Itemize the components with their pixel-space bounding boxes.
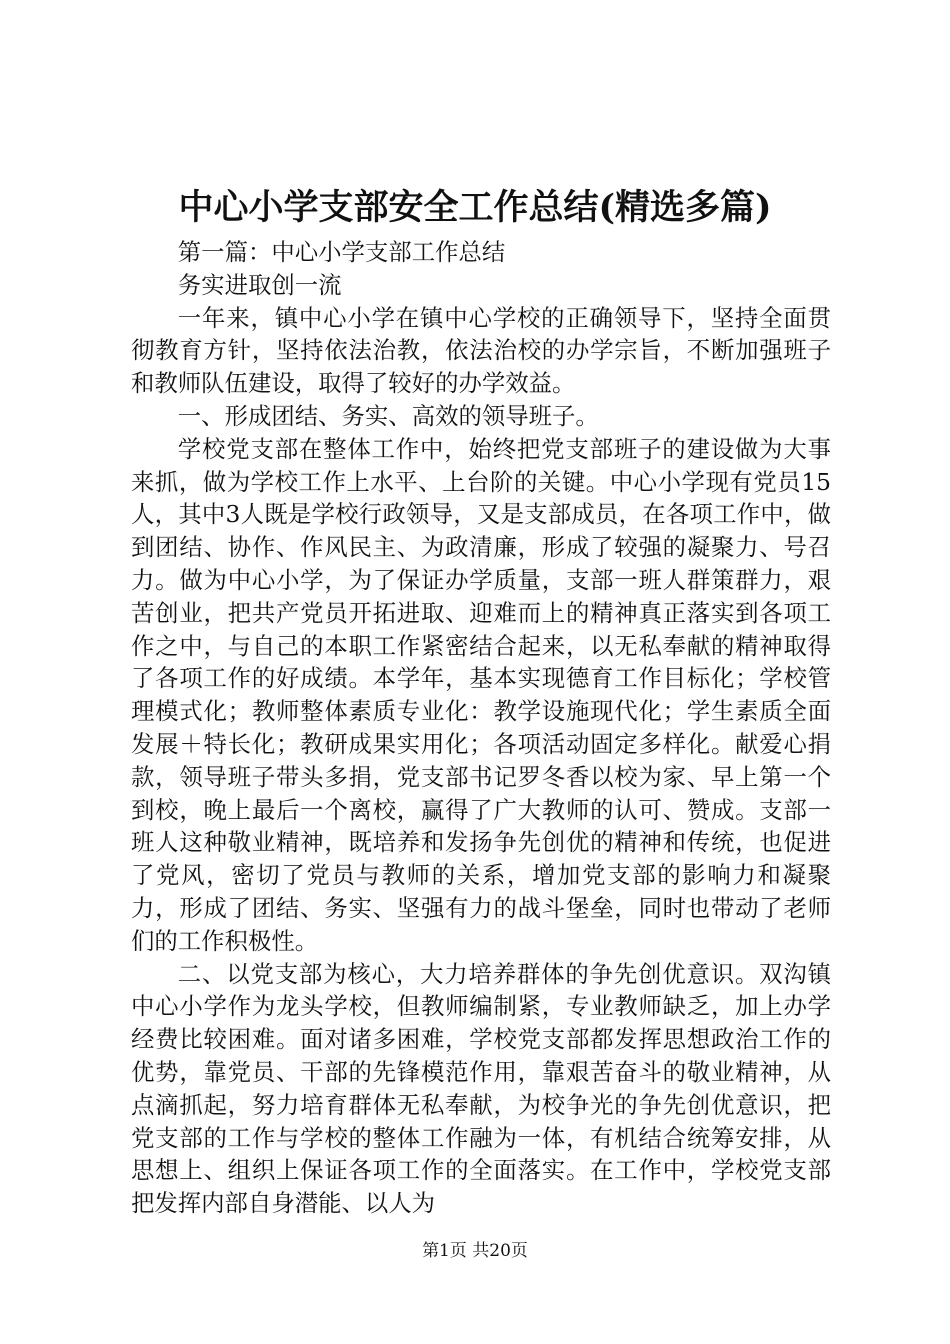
document-body [131,236,831,1220]
paragraph: 一年来，镇中心小学在镇中心学校的正确领导下，坚持全面贯彻教育方针，坚持依法治教，依法治校的办学宗旨，不断加强班子和教师队伍建设，取得了较好的办学效益。 [131,303,831,398]
page-number: 第1页 共20页 [422,1241,528,1261]
document-title: 中心小学支部安全工作总结(精选多篇) [178,187,772,228]
paragraph: 二、以党支部为核心，大力培养群体的争先创优意识。双沟镇中心小学作为龙头学校，但教师编制紧，专业教师缺乏，加上办学经费比较困难。面对诸多困难，学校党支部都发挥思想政治工作的优势，靠党员、干部的先锋模范作用，靠艰苦奋斗的敬业精神，从点滴抓起，努力培育群体无私奉献，为校争光的争先创优意识，把党支部的工作与学校的整体工作融为一体，有机结合统筹安排，从思想上、组织上保证各项工作的全面落实。在工作中，学校党支部把发挥内部自身潜能、以人为 [131,959,831,1218]
subtitle: 务实进取创一流 [177,270,342,299]
paragraph: 学校党支部在整体工作中，始终把党支部班子的建设做为大事来抓，做为学校工作上水平、上台阶的关键。中心小学现有党员15人，其中3人既是学校行政领导，又是支部成员，在各项工作中，做到团结、协作、作风民主、为政清廉，形成了较强的凝聚力、号召力。做为中心小学，为了保证办学质量，支部一班人群策群力，艰苦创业，把共产党员开拓进取、迎难而上的精神真正落实到各项工作之中，与自己的本职工作紧密结合起来，以无私奉献的精神取得了各项工作的好成绩。本学年，基本实现德育工作目标化；学校管理模式化；教师整体素质专业化：教学设施现代化；学生素质全面发展＋特长化；教研成果实用化；各项活动固定多样化。献爱心捐款，领导班子带头多捐，党支部书记罗冬香以校为家、早上第一个到校，晚上最后一个离校，赢得了广大教师的认可、赞成。支部一班人这种敬业精神，既培养和发扬争先创优的精神和传统，也促进了党风，密切了党员与教师的关系，增加党支部的影响力和凝聚力，形成了团结、务实、坚强有力的战斗堡垒，同时也带动了老师们的工作积极性。 [131,434,831,955]
section-heading: 一、形成团结、务实、高效的领导班子。 [177,401,599,430]
section-heading: 第一篇：中心小学支部工作总结 [177,238,506,266]
